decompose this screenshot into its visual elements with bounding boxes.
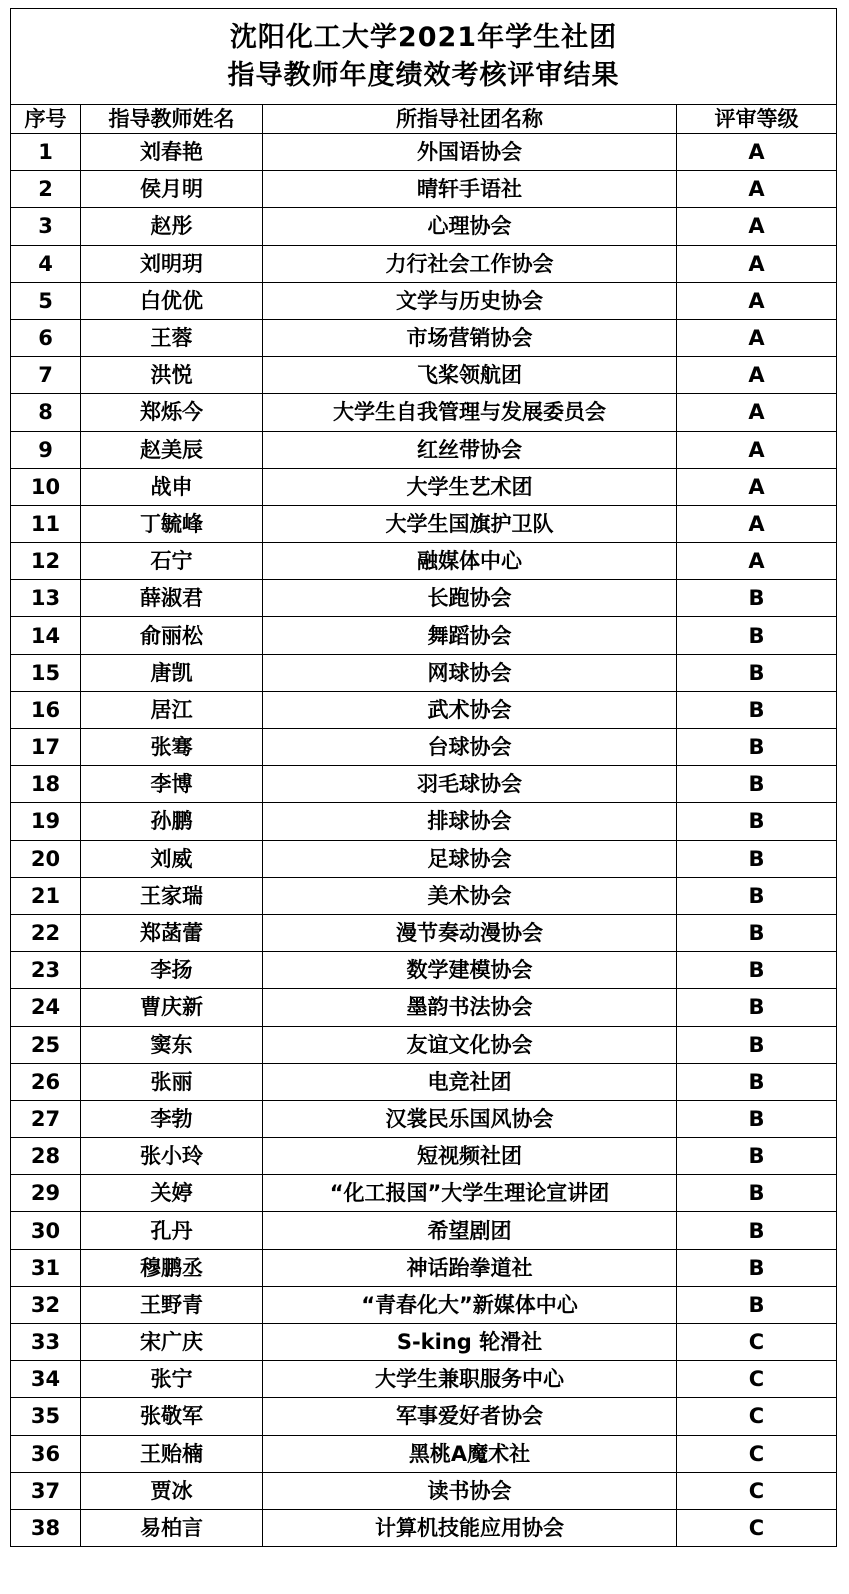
club-name-cell: 军事爱好者协会: [263, 1398, 677, 1435]
grade-cell: A: [677, 468, 837, 505]
teacher-name-cell: 穆鹏丞: [81, 1249, 263, 1286]
table-row: [11, 1212, 837, 1249]
teacher-name-cell: 丁毓峰: [81, 505, 263, 542]
teacher-name-cell: 孙鹏: [81, 803, 263, 840]
table-row: [11, 1324, 837, 1361]
club-name-cell: 数学建模协会: [263, 952, 677, 989]
table-row: [11, 394, 837, 431]
grade-cell: B: [677, 952, 837, 989]
club-name-cell: 外国语协会: [263, 134, 677, 171]
grade-cell: B: [677, 914, 837, 951]
row-no-cell: 28: [11, 1138, 81, 1175]
row-no-cell: 10: [11, 468, 81, 505]
row-no-cell: 27: [11, 1100, 81, 1137]
club-name-cell: 大学生艺术团: [263, 468, 677, 505]
grade-cell: A: [677, 134, 837, 171]
grade-cell: B: [677, 803, 837, 840]
grade-cell: B: [677, 766, 837, 803]
club-name-cell: 黑桃A魔术社: [263, 1435, 677, 1472]
grade-cell: B: [677, 729, 837, 766]
grade-cell: A: [677, 543, 837, 580]
grade-cell: B: [677, 1175, 837, 1212]
club-name-cell: 大学生兼职服务中心: [263, 1361, 677, 1398]
grade-cell: B: [677, 1138, 837, 1175]
club-name-cell: S-king 轮滑社: [263, 1324, 677, 1361]
teacher-name-cell: 刘春艳: [81, 134, 263, 171]
row-no-cell: 31: [11, 1249, 81, 1286]
table-row: [11, 1175, 837, 1212]
club-name-cell: 希望剧团: [263, 1212, 677, 1249]
grade-cell: B: [677, 654, 837, 691]
club-name-cell: 神话跆拳道社: [263, 1249, 677, 1286]
club-name-cell: 汉裳民乐国风协会: [263, 1100, 677, 1137]
grade-cell: C: [677, 1435, 837, 1472]
teacher-name-cell: 贾冰: [81, 1472, 263, 1509]
club-name-cell: “青春化大”新媒体中心: [263, 1286, 677, 1323]
club-name-cell: 晴轩手语社: [263, 171, 677, 208]
row-no-cell: 3: [11, 208, 81, 245]
club-name-cell: 电竞社团: [263, 1063, 677, 1100]
club-name-cell: 短视频社团: [263, 1138, 677, 1175]
grade-cell: C: [677, 1472, 837, 1509]
row-no-cell: 16: [11, 691, 81, 728]
table-row: [11, 319, 837, 356]
table-row: [11, 1249, 837, 1286]
club-name-cell: 计算机技能应用协会: [263, 1509, 677, 1546]
teacher-name-cell: 侯月明: [81, 171, 263, 208]
club-name-cell: 市场营销协会: [263, 319, 677, 356]
table-row: [11, 877, 837, 914]
header-club: 所指导社团名称: [263, 105, 677, 134]
club-name-cell: 足球协会: [263, 840, 677, 877]
grade-cell: A: [677, 171, 837, 208]
teacher-name-cell: 郑烁今: [81, 394, 263, 431]
club-name-cell: 台球协会: [263, 729, 677, 766]
club-name-cell: 美术协会: [263, 877, 677, 914]
table-row: [11, 1026, 837, 1063]
teacher-name-cell: 易柏言: [81, 1509, 263, 1546]
row-no-cell: 29: [11, 1175, 81, 1212]
table-row: [11, 1286, 837, 1323]
grade-cell: B: [677, 877, 837, 914]
grade-cell: A: [677, 245, 837, 282]
table-row: [11, 654, 837, 691]
row-no-cell: 21: [11, 877, 81, 914]
club-name-cell: 友谊文化协会: [263, 1026, 677, 1063]
grade-cell: A: [677, 208, 837, 245]
grade-cell: B: [677, 1026, 837, 1063]
row-no-cell: 11: [11, 505, 81, 542]
table-row: [11, 208, 837, 245]
teacher-name-cell: 王家瑞: [81, 877, 263, 914]
teacher-name-cell: 郑菡蕾: [81, 914, 263, 951]
table-row: [11, 468, 837, 505]
teacher-name-cell: 战申: [81, 468, 263, 505]
club-name-cell: 羽毛球协会: [263, 766, 677, 803]
row-no-cell: 2: [11, 171, 81, 208]
grade-cell: B: [677, 580, 837, 617]
row-no-cell: 12: [11, 543, 81, 580]
teacher-name-cell: 王蓉: [81, 319, 263, 356]
teacher-name-cell: 赵美辰: [81, 431, 263, 468]
grade-cell: B: [677, 617, 837, 654]
teacher-name-cell: 白优优: [81, 282, 263, 319]
table-row: [11, 505, 837, 542]
grade-cell: C: [677, 1509, 837, 1546]
teacher-name-cell: 王贻楠: [81, 1435, 263, 1472]
title-row: [11, 9, 837, 105]
title-line-1: 沈阳化工大学2021年学生社团: [229, 21, 618, 53]
table-row: [11, 1398, 837, 1435]
grade-cell: A: [677, 319, 837, 356]
teacher-name-cell: 王野青: [81, 1286, 263, 1323]
table-row: [11, 431, 837, 468]
row-no-cell: 22: [11, 914, 81, 951]
row-no-cell: 36: [11, 1435, 81, 1472]
club-name-cell: 读书协会: [263, 1472, 677, 1509]
club-name-cell: 排球协会: [263, 803, 677, 840]
table-row: [11, 134, 837, 171]
grade-cell: B: [677, 1063, 837, 1100]
results-sheet: [10, 8, 836, 1592]
table-row: [11, 1472, 837, 1509]
grade-cell: A: [677, 431, 837, 468]
club-name-cell: 力行社会工作协会: [263, 245, 677, 282]
teacher-name-cell: 俞丽松: [81, 617, 263, 654]
teacher-name-cell: 张宁: [81, 1361, 263, 1398]
row-no-cell: 35: [11, 1398, 81, 1435]
grade-cell: C: [677, 1361, 837, 1398]
row-no-cell: 8: [11, 394, 81, 431]
teacher-name-cell: 李博: [81, 766, 263, 803]
club-name-cell: “化工报国”大学生理论宣讲团: [263, 1175, 677, 1212]
club-name-cell: 大学生自我管理与发展委员会: [263, 394, 677, 431]
row-no-cell: 7: [11, 357, 81, 394]
row-no-cell: 9: [11, 431, 81, 468]
grade-cell: B: [677, 691, 837, 728]
table-body: [11, 134, 837, 1547]
header-no: 序号: [11, 105, 81, 134]
row-no-cell: 18: [11, 766, 81, 803]
grade-cell: C: [677, 1324, 837, 1361]
table-row: [11, 1435, 837, 1472]
table-row: [11, 171, 837, 208]
header-row: [11, 105, 837, 134]
table-row: [11, 766, 837, 803]
row-no-cell: 4: [11, 245, 81, 282]
row-no-cell: 37: [11, 1472, 81, 1509]
teacher-name-cell: 李勃: [81, 1100, 263, 1137]
club-name-cell: 长跑协会: [263, 580, 677, 617]
grade-cell: B: [677, 1249, 837, 1286]
row-no-cell: 24: [11, 989, 81, 1026]
table-row: [11, 282, 837, 319]
club-name-cell: 心理协会: [263, 208, 677, 245]
row-no-cell: 13: [11, 580, 81, 617]
grade-cell: B: [677, 1212, 837, 1249]
table-row: [11, 1509, 837, 1546]
grade-cell: A: [677, 357, 837, 394]
grade-cell: B: [677, 1286, 837, 1323]
row-no-cell: 6: [11, 319, 81, 356]
row-no-cell: 32: [11, 1286, 81, 1323]
table-row: [11, 803, 837, 840]
club-name-cell: 融媒体中心: [263, 543, 677, 580]
row-no-cell: 1: [11, 134, 81, 171]
teacher-name-cell: 薛淑君: [81, 580, 263, 617]
club-name-cell: 文学与历史协会: [263, 282, 677, 319]
grade-cell: A: [677, 282, 837, 319]
table-row: [11, 952, 837, 989]
row-no-cell: 23: [11, 952, 81, 989]
row-no-cell: 17: [11, 729, 81, 766]
grade-cell: A: [677, 505, 837, 542]
table-row: [11, 357, 837, 394]
club-name-cell: 飞桨领航团: [263, 357, 677, 394]
title-line-2: 指导教师年度绩效考核评审结果: [227, 59, 620, 91]
row-no-cell: 14: [11, 617, 81, 654]
grade-cell: B: [677, 840, 837, 877]
teacher-name-cell: 张敬军: [81, 1398, 263, 1435]
club-name-cell: 网球协会: [263, 654, 677, 691]
club-name-cell: 墨韵书法协会: [263, 989, 677, 1026]
row-no-cell: 30: [11, 1212, 81, 1249]
row-no-cell: 26: [11, 1063, 81, 1100]
club-name-cell: 漫节奏动漫协会: [263, 914, 677, 951]
teacher-name-cell: 张丽: [81, 1063, 263, 1100]
teacher-name-cell: 洪悦: [81, 357, 263, 394]
teacher-name-cell: 赵彤: [81, 208, 263, 245]
teacher-name-cell: 窦东: [81, 1026, 263, 1063]
row-no-cell: 20: [11, 840, 81, 877]
grade-cell: B: [677, 1100, 837, 1137]
table-row: [11, 840, 837, 877]
row-no-cell: 33: [11, 1324, 81, 1361]
grade-cell: A: [677, 394, 837, 431]
teacher-name-cell: 张小玲: [81, 1138, 263, 1175]
row-no-cell: 5: [11, 282, 81, 319]
club-name-cell: 武术协会: [263, 691, 677, 728]
teacher-name-cell: 关婷: [81, 1175, 263, 1212]
table-row: [11, 580, 837, 617]
row-no-cell: 15: [11, 654, 81, 691]
table-row: [11, 1063, 837, 1100]
row-no-cell: 25: [11, 1026, 81, 1063]
table-row: [11, 543, 837, 580]
table-row: [11, 989, 837, 1026]
teacher-name-cell: 张骞: [81, 729, 263, 766]
grade-cell: C: [677, 1398, 837, 1435]
club-name-cell: 大学生国旗护卫队: [263, 505, 677, 542]
row-no-cell: 34: [11, 1361, 81, 1398]
table-row: [11, 729, 837, 766]
title-cell: [11, 9, 837, 105]
teacher-name-cell: 石宁: [81, 543, 263, 580]
header-grade: 评审等级: [677, 105, 837, 134]
table-row: [11, 245, 837, 282]
teacher-name-cell: 刘威: [81, 840, 263, 877]
grade-cell: B: [677, 989, 837, 1026]
header-teacher: 指导教师姓名: [81, 105, 263, 134]
teacher-name-cell: 孔丹: [81, 1212, 263, 1249]
teacher-name-cell: 宋广庆: [81, 1324, 263, 1361]
table-row: [11, 914, 837, 951]
table-row: [11, 1100, 837, 1137]
row-no-cell: 38: [11, 1509, 81, 1546]
club-name-cell: 红丝带协会: [263, 431, 677, 468]
table-row: [11, 1138, 837, 1175]
table-row: [11, 691, 837, 728]
teacher-name-cell: 李扬: [81, 952, 263, 989]
teacher-name-cell: 居江: [81, 691, 263, 728]
table-row: [11, 617, 837, 654]
teacher-name-cell: 刘明玥: [81, 245, 263, 282]
results-table: [10, 8, 837, 1547]
row-no-cell: 19: [11, 803, 81, 840]
teacher-name-cell: 曹庆新: [81, 989, 263, 1026]
table-row: [11, 1361, 837, 1398]
teacher-name-cell: 唐凯: [81, 654, 263, 691]
club-name-cell: 舞蹈协会: [263, 617, 677, 654]
